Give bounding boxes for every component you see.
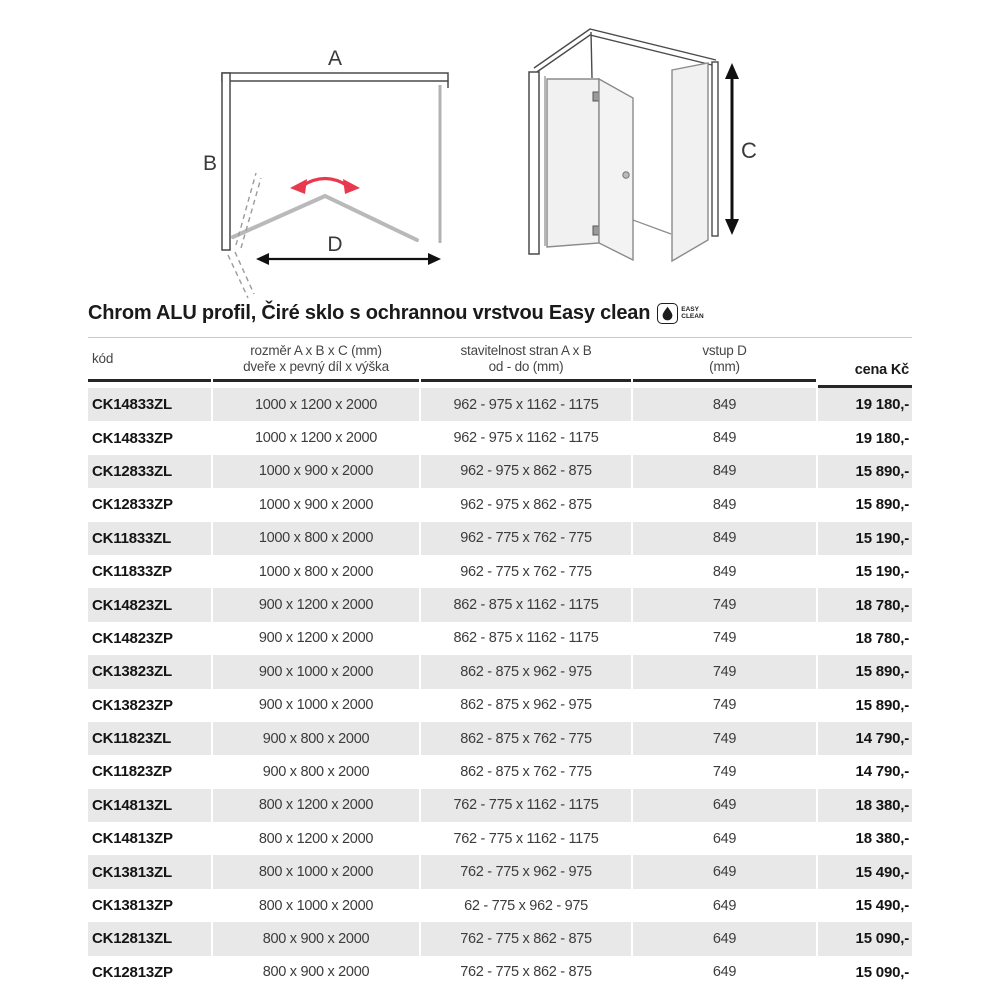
top-view-diagram xyxy=(180,45,475,307)
folding-panel-open-leaf xyxy=(599,79,633,260)
dimension-arrow-d xyxy=(256,253,441,265)
cell-stavitelnost: 62 - 775 x 962 - 975 xyxy=(464,897,588,914)
cell-kod: CK11833ZP xyxy=(92,563,172,581)
cell-kod: CK14813ZL xyxy=(88,789,211,822)
cell-rozmer: 800 x 1200 x 2000 xyxy=(258,830,374,847)
cell-cena: 15 490,- xyxy=(818,855,912,888)
cell-cena: 15 090,- xyxy=(855,963,909,981)
table-row xyxy=(88,922,912,955)
cell-kod: CK13813ZL xyxy=(88,855,211,888)
cell-stavitelnost: 962 - 775 x 762 - 775 xyxy=(460,563,592,580)
cell-rozmer: 900 x 1200 x 2000 xyxy=(213,588,419,621)
cell-kod: CK14823ZL xyxy=(88,588,211,621)
cell-kod: CK12813ZP xyxy=(92,963,173,981)
folding-door-lines xyxy=(233,196,417,240)
table-row xyxy=(88,689,912,722)
cell-stavitelnost: 862 - 875 x 762 - 775 xyxy=(421,722,631,755)
cell-cena: 18 380,- xyxy=(855,830,909,848)
dimension-arrow-c xyxy=(725,63,739,235)
cell-rozmer: 900 x 800 x 2000 xyxy=(262,763,370,780)
door-knob-icon xyxy=(623,172,629,178)
cell-kod: CK11823ZL xyxy=(88,722,211,755)
cell-stavitelnost: 762 - 775 x 862 - 875 xyxy=(460,964,592,981)
cell-kod: CK14833ZL xyxy=(88,388,211,421)
table-row xyxy=(88,655,912,688)
cell-rozmer: 900 x 1000 x 2000 xyxy=(213,655,419,688)
label-b: B xyxy=(202,152,218,175)
cell-kod: CK14833ZP xyxy=(92,429,173,447)
table-row xyxy=(88,889,912,922)
header-vstup: vstup D (mm) xyxy=(633,338,816,382)
cell-vstup: 749 xyxy=(712,630,737,647)
cell-rozmer: 1000 x 1200 x 2000 xyxy=(255,430,377,447)
cell-rozmer: 1000 x 800 x 2000 xyxy=(258,563,374,580)
cell-rozmer: 800 x 1200 x 2000 xyxy=(213,789,419,822)
cell-rozmer: 900 x 800 x 2000 xyxy=(213,722,419,755)
table-row xyxy=(88,488,912,521)
cell-cena: 15 190,- xyxy=(855,563,909,581)
cell-cena: 18 380,- xyxy=(818,789,912,822)
cell-stavitelnost: 862 - 875 x 1162 - 1175 xyxy=(421,588,631,621)
fixed-side-panel xyxy=(672,63,708,261)
cell-vstup: 649 xyxy=(633,855,816,888)
left-wall-profile xyxy=(529,72,539,254)
right-profile xyxy=(712,62,718,236)
cell-cena: 15 090,- xyxy=(818,922,912,955)
cell-rozmer: 1000 x 900 x 2000 xyxy=(213,455,419,488)
cell-cena: 15 490,- xyxy=(855,897,909,915)
table-row xyxy=(88,388,912,421)
cell-vstup: 849 xyxy=(712,563,737,580)
cell-kod: CK14823ZP xyxy=(92,629,173,647)
cell-stavitelnost: 862 - 875 x 762 - 775 xyxy=(460,763,592,780)
label-d: D xyxy=(327,233,343,256)
swing-arrow-icon xyxy=(290,179,360,195)
cell-vstup: 749 xyxy=(633,588,816,621)
cell-vstup: 849 xyxy=(633,522,816,555)
header-rozmer: rozměr A x B x C (mm) dveře x pevný díl x výška xyxy=(213,338,419,382)
cell-kod: CK13823ZL xyxy=(88,655,211,688)
droplet-icon xyxy=(657,303,678,324)
page-title: Chrom ALU profil, Čiré sklo s ochrannou vrstvou Easy clean xyxy=(88,301,651,324)
cell-stavitelnost: 962 - 975 x 1162 - 1175 xyxy=(453,430,599,447)
cell-rozmer: 800 x 1000 x 2000 xyxy=(213,855,419,888)
cell-cena: 19 180,- xyxy=(855,429,909,447)
table-header-row xyxy=(88,338,912,388)
cell-vstup: 749 xyxy=(712,697,737,714)
table-row xyxy=(88,588,912,621)
cell-vstup: 849 xyxy=(633,388,816,421)
cell-stavitelnost: 762 - 775 x 862 - 875 xyxy=(421,922,631,955)
cell-kod: CK12833ZL xyxy=(88,455,211,488)
cell-stavitelnost: 962 - 975 x 862 - 875 xyxy=(460,496,592,513)
folding-panel-fixed-leaf xyxy=(547,79,599,247)
cell-vstup: 849 xyxy=(633,455,816,488)
table-row xyxy=(88,956,912,989)
cell-rozmer: 1000 x 1200 x 2000 xyxy=(213,388,419,421)
cell-kod: CK12813ZL xyxy=(88,922,211,955)
sill-line xyxy=(633,220,671,234)
cell-kod: CK13813ZP xyxy=(92,897,173,915)
table-row xyxy=(88,855,912,888)
cell-vstup: 749 xyxy=(712,763,737,780)
cell-kod: CK12833ZP xyxy=(92,496,173,514)
cell-stavitelnost: 762 - 775 x 962 - 975 xyxy=(421,855,631,888)
table-row xyxy=(88,822,912,855)
cell-vstup: 749 xyxy=(633,722,816,755)
cell-vstup: 649 xyxy=(712,964,737,981)
cell-stavitelnost: 962 - 775 x 762 - 775 xyxy=(421,522,631,555)
cell-kod: CK11833ZL xyxy=(88,522,211,555)
cell-cena: 15 890,- xyxy=(818,655,912,688)
label-a: A xyxy=(327,47,343,70)
cell-stavitelnost: 762 - 775 x 1162 - 1175 xyxy=(453,830,599,847)
table-row xyxy=(88,455,912,488)
cell-vstup: 649 xyxy=(633,789,816,822)
table-row xyxy=(88,622,912,655)
cell-stavitelnost: 862 - 875 x 1162 - 1175 xyxy=(453,630,599,647)
cell-stavitelnost: 862 - 875 x 962 - 975 xyxy=(421,655,631,688)
cell-kod: CK13823ZP xyxy=(92,696,173,714)
table-row xyxy=(88,789,912,822)
header-cena: cena Kč xyxy=(818,338,912,388)
table-row xyxy=(88,755,912,788)
wall-b-profile xyxy=(222,73,230,250)
cell-rozmer: 900 x 1200 x 2000 xyxy=(258,630,374,647)
cell-cena: 18 780,- xyxy=(855,629,909,647)
table-body xyxy=(88,388,912,989)
easy-clean-badge xyxy=(657,303,703,324)
easy-clean-label: EASY CLEAN xyxy=(681,305,704,320)
cell-cena: 14 790,- xyxy=(818,722,912,755)
price-table xyxy=(88,337,912,989)
cell-rozmer: 1000 x 800 x 2000 xyxy=(213,522,419,555)
cell-rozmer: 900 x 1000 x 2000 xyxy=(258,697,374,714)
cell-cena: 15 890,- xyxy=(818,455,912,488)
cell-cena: 15 890,- xyxy=(855,696,909,714)
cell-vstup: 849 xyxy=(712,430,737,447)
table-row xyxy=(88,421,912,454)
perspective-diagram xyxy=(505,18,790,296)
cell-rozmer: 800 x 900 x 2000 xyxy=(213,922,419,955)
cell-stavitelnost: 762 - 775 x 1162 - 1175 xyxy=(421,789,631,822)
cell-vstup: 849 xyxy=(712,496,737,513)
cell-kod: CK11823ZP xyxy=(92,763,172,781)
cell-vstup: 649 xyxy=(712,897,737,914)
table-row xyxy=(88,555,912,588)
cell-vstup: 649 xyxy=(712,830,737,847)
table-row xyxy=(88,522,912,555)
cell-vstup: 749 xyxy=(633,655,816,688)
cell-cena: 19 180,- xyxy=(818,388,912,421)
cell-rozmer: 1000 x 900 x 2000 xyxy=(258,496,374,513)
cell-cena: 18 780,- xyxy=(818,588,912,621)
header-kod: kód xyxy=(88,338,211,382)
cell-cena: 15 190,- xyxy=(818,522,912,555)
cell-stavitelnost: 962 - 975 x 1162 - 1175 xyxy=(421,388,631,421)
cell-stavitelnost: 962 - 975 x 862 - 875 xyxy=(421,455,631,488)
wall-a-profile xyxy=(222,73,448,81)
cell-kod: CK14813ZP xyxy=(92,830,173,848)
cell-rozmer: 800 x 900 x 2000 xyxy=(262,964,370,981)
cell-cena: 15 890,- xyxy=(855,496,909,514)
label-c: C xyxy=(741,138,757,163)
cell-stavitelnost: 862 - 875 x 962 - 975 xyxy=(460,697,592,714)
cell-vstup: 649 xyxy=(633,922,816,955)
cell-rozmer: 800 x 1000 x 2000 xyxy=(258,897,374,914)
section-title-row xyxy=(88,299,912,327)
header-stavitelnost: stavitelnost stran A x B od - do (mm) xyxy=(421,338,631,382)
table-row xyxy=(88,722,912,755)
cell-cena: 14 790,- xyxy=(855,763,909,781)
